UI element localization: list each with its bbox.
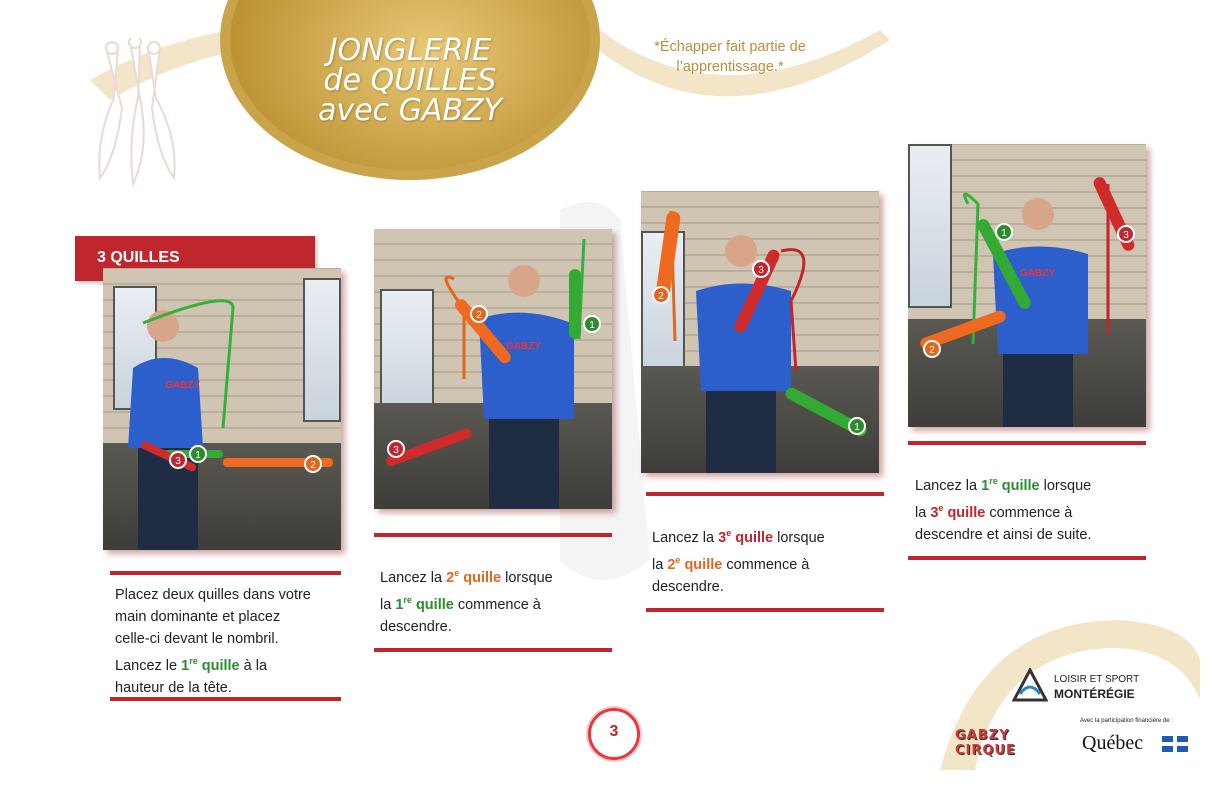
quille-ref-1: 1re quille [181,656,240,674]
caption-text: Lancez le [115,657,182,674]
caption-line: hauteur de la tête. [115,679,232,696]
title-line-1: JONGLERIE [328,33,492,68]
juggler-figure [908,144,1146,427]
caption-line: Lancez la 2e quille lorsque [380,568,553,586]
caption-line: la 2e quille commence à [652,554,810,573]
badge-1: 1 [195,450,201,461]
loisir-sport-logo [1012,668,1172,708]
quille-ref-3: 3e quille [930,502,986,521]
step-1-photo [103,268,341,550]
caption-text: à la [239,657,268,674]
step-3-caption [652,522,877,598]
caption-line: Lancez la 3e quille lorsque [652,528,825,546]
step-3-photo [641,191,879,473]
caption-rule [646,492,884,496]
quille-ref-1: 1re quille [395,594,454,613]
shirt-logo: GABZY [165,380,200,391]
badge-1: 1 [589,320,595,331]
step-4-caption [915,470,1140,546]
caption-line: main dominante et placez [115,609,281,625]
caption-line: la 3e quille commence à [915,502,1073,521]
funding-note: Avec la participation financière de : [1080,718,1173,724]
gabzy-logo-text: GABZY CIRQUE [955,728,1016,758]
title-line-2: de QUILLES [323,63,497,98]
juggling-clubs-icon [78,38,188,188]
lsm-mark-icon [1012,668,1048,704]
quille-ref-3: 3e quille [718,528,774,546]
caption-line: Lancez la 1re quille lorsque [915,476,1092,494]
badge-3: 3 [175,456,181,467]
badge-3: 3 [758,265,764,276]
step-1-caption [115,584,340,699]
badge-1: 1 [854,422,860,433]
badge-1: 1 [1001,228,1007,239]
shirt-logo: GABZY [1020,268,1055,279]
disclaimer-line-1: *Échapper fait partie de [654,39,806,55]
badge-2: 2 [658,291,664,302]
caption-line: celle-ci devant le nombril. [115,631,279,647]
quille-ref-1: 1re quille [981,476,1040,494]
caption-line: descendre. [652,578,724,595]
caption-line [115,650,340,677]
disclaimer-note [630,37,830,77]
shirt-logo: GABZY [506,341,541,352]
juggler-figure [374,229,612,509]
title-line-3: avec GABZY [318,93,502,128]
badge-3: 3 [393,445,399,456]
badge-2: 2 [476,310,482,321]
quille-ref-2: 2e quille [667,554,723,573]
page-number-badge [588,708,640,760]
caption-rule [374,648,612,652]
page-title [300,33,520,128]
section-label: 3 QUILLES [97,249,180,266]
step-2-photo [374,229,612,509]
badge-2: 2 [929,345,935,356]
caption-rule [908,441,1146,445]
caption-line: descendre et ainsi de suite. [915,526,1092,543]
quebec-wordmark: Québec [1082,732,1144,754]
gabzy-cirque-logo [955,724,1065,758]
quille-ref-2: 2e quille [446,568,502,586]
caption-rule [110,571,341,575]
quebec-logo [1082,730,1192,756]
caption-rule [646,608,884,612]
step-4-photo [908,144,1146,427]
juggler-figure [103,268,341,550]
caption-line: Placez deux quilles dans votre [115,587,311,603]
caption-line: la 1re quille commence à [380,594,541,613]
badge-2: 2 [310,460,316,471]
lsm-line-2: MONTÉRÉGIE [1054,687,1135,701]
caption-rule [908,556,1146,560]
lsm-line-1: LOISIR ET SPORT [1054,674,1140,685]
badge-3: 3 [1123,230,1129,241]
juggler-figure [641,191,879,473]
disclaimer-line-2: l’apprentissage.* [676,59,784,75]
page-number: 3 [609,723,619,740]
step-2-caption [380,562,605,638]
caption-rule [374,533,612,537]
caption-line: descendre. [380,618,452,635]
quebec-flag-icon [1162,736,1188,752]
